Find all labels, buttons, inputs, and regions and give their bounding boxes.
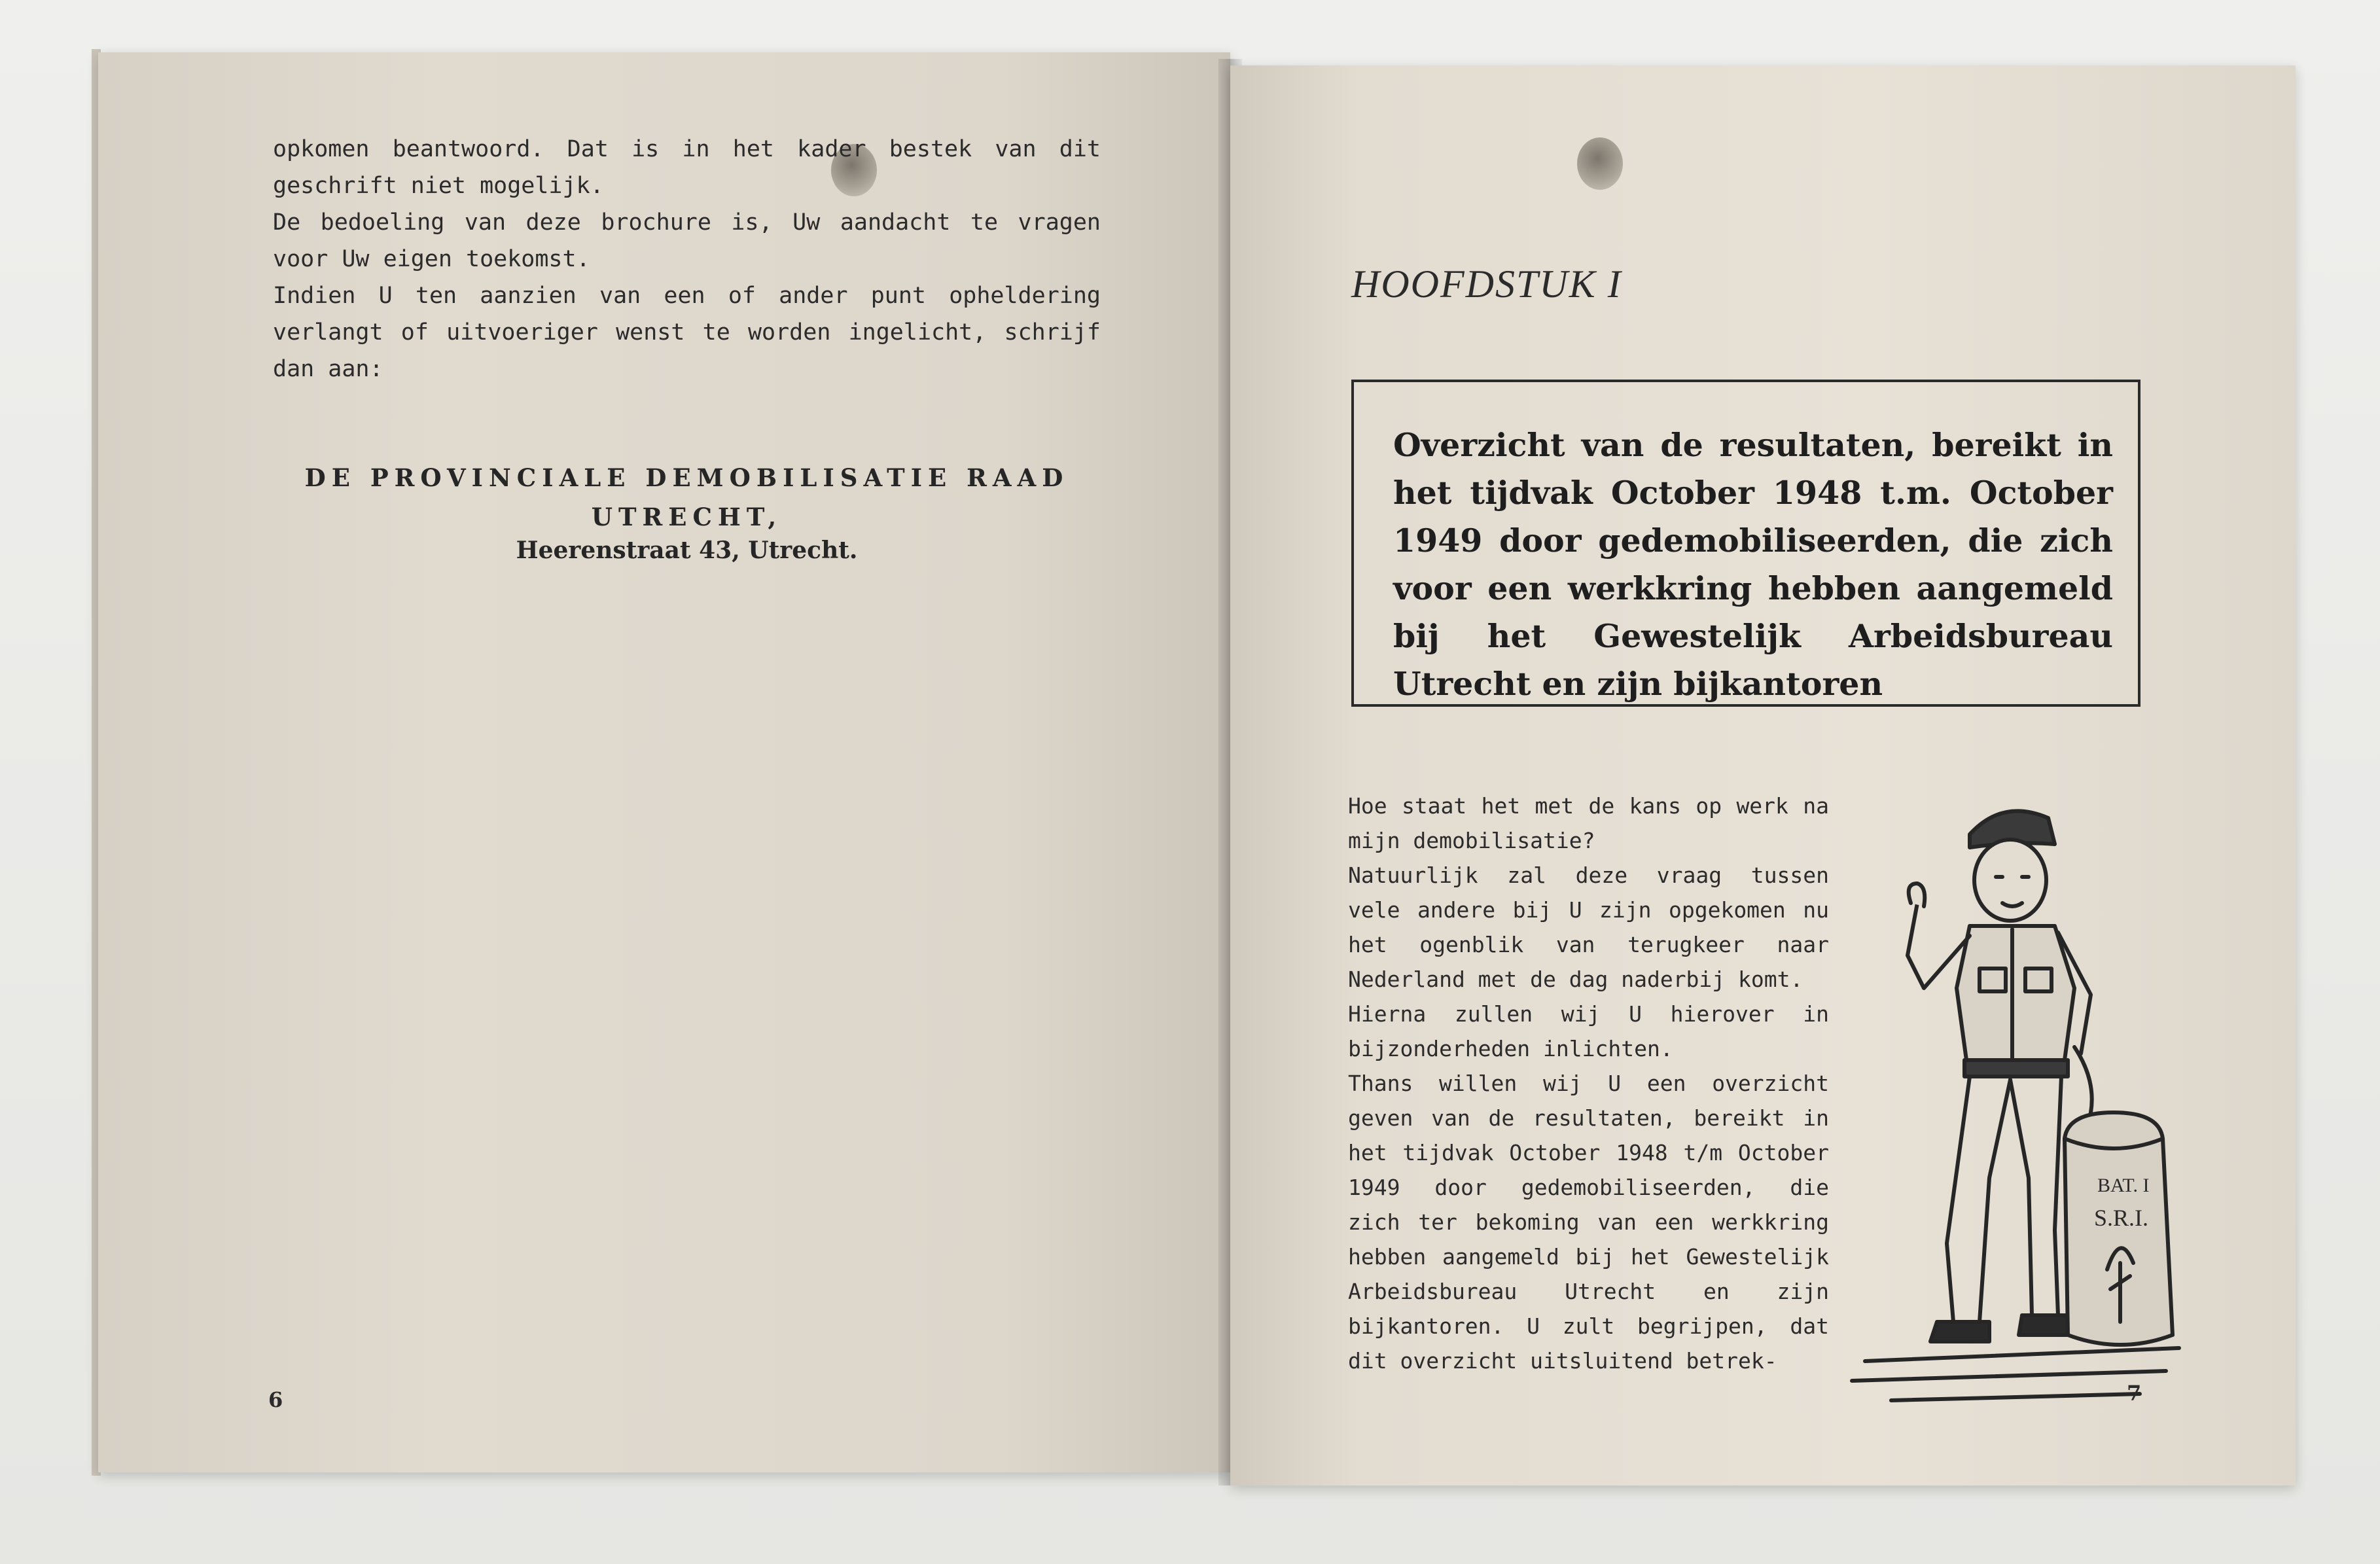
paragraph: Hierna zullen wij U hierover in bijzonderheden inlichten. xyxy=(1348,1001,1829,1061)
left-page xyxy=(98,52,1230,1472)
organization-name: DE PROVINCIALE DEMOBILISATIE RAAD UTRECHT, xyxy=(304,463,1069,531)
organization-address: Heerenstraat 43, Utrecht. xyxy=(516,537,858,564)
paragraph: Hoe staat het met de kans op werk na mijn demobilisatie? xyxy=(1348,793,1829,853)
chapter-heading: HOOFDSTUK I xyxy=(1351,262,1622,306)
right-page xyxy=(1230,65,2296,1485)
chapter-title: Overzicht van de resultaten, bereikt in het tijdvak October 1948 t.m. October 1949 door gedemobiliseerden, die zich voor een werkkring hebben aangemeld bij het Gewestelijk Arbeidsbureau Utrecht en zijn bijkantoren xyxy=(1393,426,2113,703)
chapter-title-box xyxy=(1351,380,2140,707)
bag-label: BAT. I xyxy=(2097,1175,2150,1196)
paragraph: Natuurlijk zal deze vraag tussen vele andere bij U zijn opgekomen nu het ogenblik van terugkeer naar Nederland met de dag naderbij komt. xyxy=(1348,862,1829,992)
bag-label: S.R.I. xyxy=(2094,1205,2149,1231)
soldier-drawing xyxy=(1839,772,2205,1427)
paragraph: De bedoeling van deze brochure is, Uw aandacht te vragen voor Uw eigen toekomst. xyxy=(273,209,1101,272)
soldier-illustration xyxy=(1839,772,2205,1427)
paragraph: Thans willen wij U een overzicht geven van de resultaten, bereikt in het tijdvak October 1948 t/m October 1949 door gedemobiliseerden, die zich ter bekoming van een werkkring hebben aangemeld bij het Gewestelijk Arbeidsbureau Utrecht en zijn bijkantoren. U zult begrijpen, dat dit overzicht uitsluitend betrek- xyxy=(1348,1071,1829,1374)
punch-hole xyxy=(1577,137,1623,190)
paragraph: Indien U ten aanzien van een of ander punt opheldering verlangt of uitvoeriger wenst te worden ingelicht, schrijf dan aan: xyxy=(273,283,1101,382)
page-number-left: 6 xyxy=(268,1387,283,1412)
paragraph: opkomen beantwoord. Dat is in het kader bestek van dit geschrift niet mogelijk. xyxy=(273,136,1101,199)
right-body-text xyxy=(1348,789,1829,1378)
page-number-right: 7 xyxy=(2127,1381,2142,1406)
left-body-text xyxy=(273,131,1101,387)
